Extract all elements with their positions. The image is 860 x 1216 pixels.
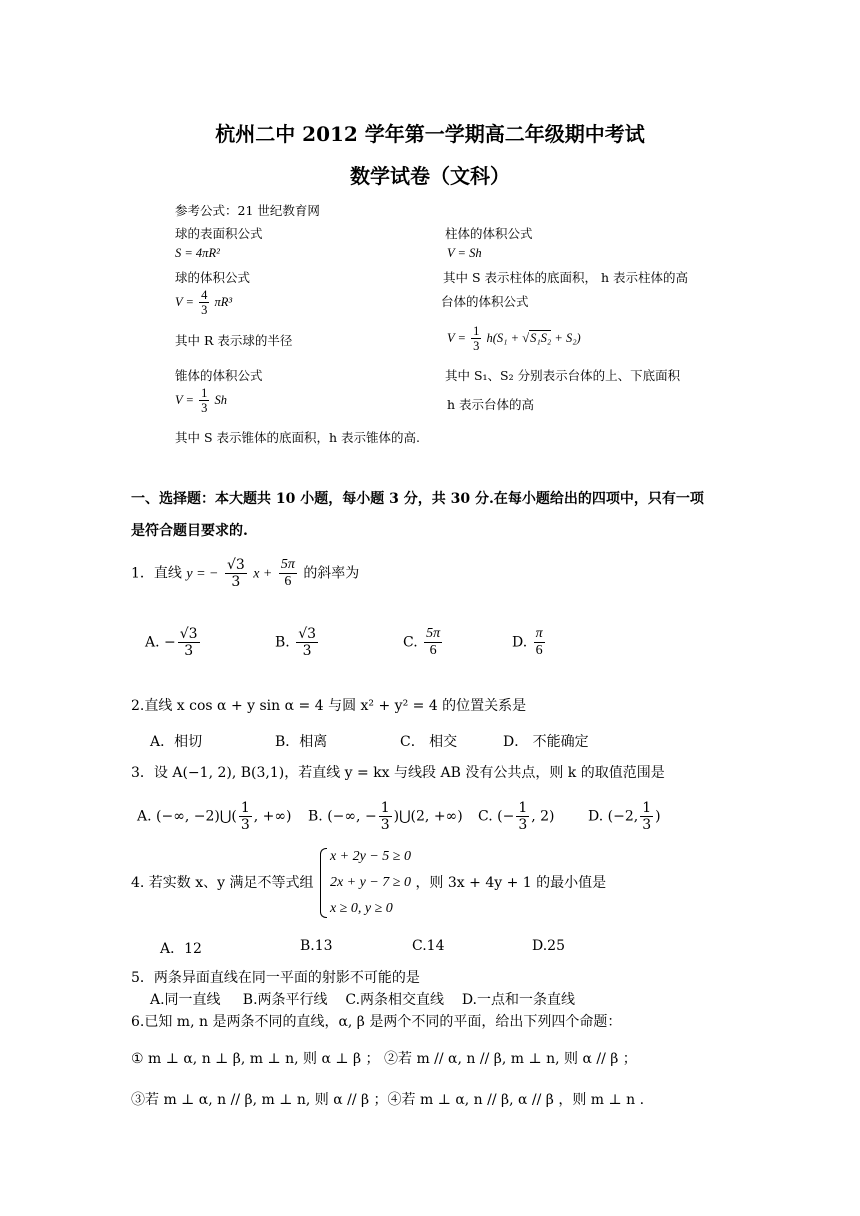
frustum-note-2: h 表示台体的高 <box>447 397 535 412</box>
question-3: 3．设 A(−1, 2), B(3,1)，若直线 y = kx 与线段 AB 没有公共点，则 k 的取值范围是 <box>131 765 665 781</box>
question-5-options: A.同一直线 B.两条平行线 C.两条相交直线 D.一点和一条直线 <box>150 992 575 1008</box>
question-1-option-b: B. $\frac{√3}{3}$ <box>275 626 317 660</box>
prism-volume-label: 柱体的体积公式 <box>445 226 533 241</box>
sphere-radius-note: 其中 R 表示球的半径 <box>175 333 293 348</box>
question-4-option-d: D.25 <box>532 938 565 954</box>
exam-subtitle: 数学试卷（文科） <box>350 164 510 188</box>
prism-note: 其中 S 表示柱体的底面积， h 表示柱体的高 <box>443 270 689 285</box>
prism-volume-formula: V = Sh <box>447 246 482 260</box>
frustum-note-1: 其中 S₁、S₂ 分别表示台体的上、下底面积 <box>445 368 681 383</box>
question-4-option-c: C.14 <box>412 938 445 954</box>
sphere-volume-label: 球的体积公式 <box>175 270 251 285</box>
question-4-option-b: B.13 <box>300 938 333 954</box>
section-heading-line2: 是符合题目要求的. <box>131 523 248 539</box>
question-3-option-b: B. (−∞, − $\frac{1}{3}$ )⋃(2, +∞) <box>308 800 463 834</box>
question-3-option-d: D. (−2, $\frac{1}{3}$ ) <box>588 800 661 834</box>
question-4: 4. 若实数 x、y 满足不等式组 x + 2y − 5 ≥ 0 2x + y − 7 ≥ 0 x ≥ 0, y ≥ 0 ，则 3x + 4y + 1 的最小值是 <box>131 844 606 922</box>
question-6-statements-1: ① m ⊥ α, n ⊥ β, m ⊥ n, 则 α ⊥ β ； ②若 m // α, n // β, m ⊥ n, 则 α // β ； <box>131 1051 637 1067</box>
question-3-option-c: C. (− $\frac{1}{3}$ , 2) <box>478 800 555 834</box>
sphere-area-formula: S = 4πR² <box>175 246 220 260</box>
exam-title: 杭州二中 2012 学年第一学期高二年级期中考试 <box>215 122 645 146</box>
cone-volume-label: 锥体的体积公式 <box>175 368 263 383</box>
question-2: 2.直线 x cos α + y sin α = 4 与圆 x² + y² = 4 的位置关系是 <box>131 698 527 714</box>
cone-volume-formula: V = $\frac{1}{3}$ Sh <box>175 386 227 416</box>
question-5: 5．两条异面直线在同一平面的射影不可能的是 <box>131 970 420 986</box>
inequality-system: x + 2y − 5 ≥ 0 2x + y − 7 ≥ 0 x ≥ 0, y ≥ 0 <box>318 844 411 922</box>
sphere-area-label: 球的表面积公式 <box>175 226 263 241</box>
frustum-volume-formula: V = $\frac{1}{3}$ h(S₁ + √S₁S₂ + S₂) <box>447 324 581 354</box>
question-2-option-d: D． 不能确定 <box>503 734 589 750</box>
question-1: 1．直线 y = − $\frac{√3}{3}$ x + $\frac{5\pi}{6}$ 的斜率为 <box>131 557 360 591</box>
question-6-statements-2: ③若 m ⊥ α, n // β, m ⊥ n, 则 α // β ；④若 m ⊥ α, n // β, α // β ，则 m ⊥ n . <box>131 1092 645 1108</box>
sphere-volume-formula: V = $\frac{4}{3}$ πR³ <box>175 288 233 318</box>
question-1-option-a: A. − $\frac{√3}{3}$ <box>145 626 198 660</box>
frustum-volume-label: 台体的体积公式 <box>441 294 529 309</box>
question-2-option-c: C． 相交 <box>400 734 458 750</box>
question-1-option-d: D. $\frac{\pi}{6}$ <box>512 626 543 659</box>
question-4-option-a: A．12 <box>160 941 202 957</box>
question-1-option-c: C. $\frac{5\pi}{6}$ <box>403 626 441 659</box>
reference-heading: 参考公式：21 世纪教育网 <box>175 203 320 218</box>
question-6: 6.已知 m, n 是两条不同的直线，α, β 是两个不同的平面，给出下列四个命题： <box>131 1014 622 1030</box>
cone-note: 其中 S 表示锥体的底面积，h 表示锥体的高. <box>175 430 421 445</box>
question-3-option-a: A. (−∞, −2)⋃( $\frac{1}{3}$ , +∞) <box>137 800 292 834</box>
section-heading-line1: 一、选择题：本大题共 10 小题，每小题 3 分，共 30 分.在每小题给出的四项中，只有一项 <box>131 491 704 507</box>
question-2-option-a: A．相切 <box>150 734 203 750</box>
question-2-option-b: B．相离 <box>275 734 328 750</box>
